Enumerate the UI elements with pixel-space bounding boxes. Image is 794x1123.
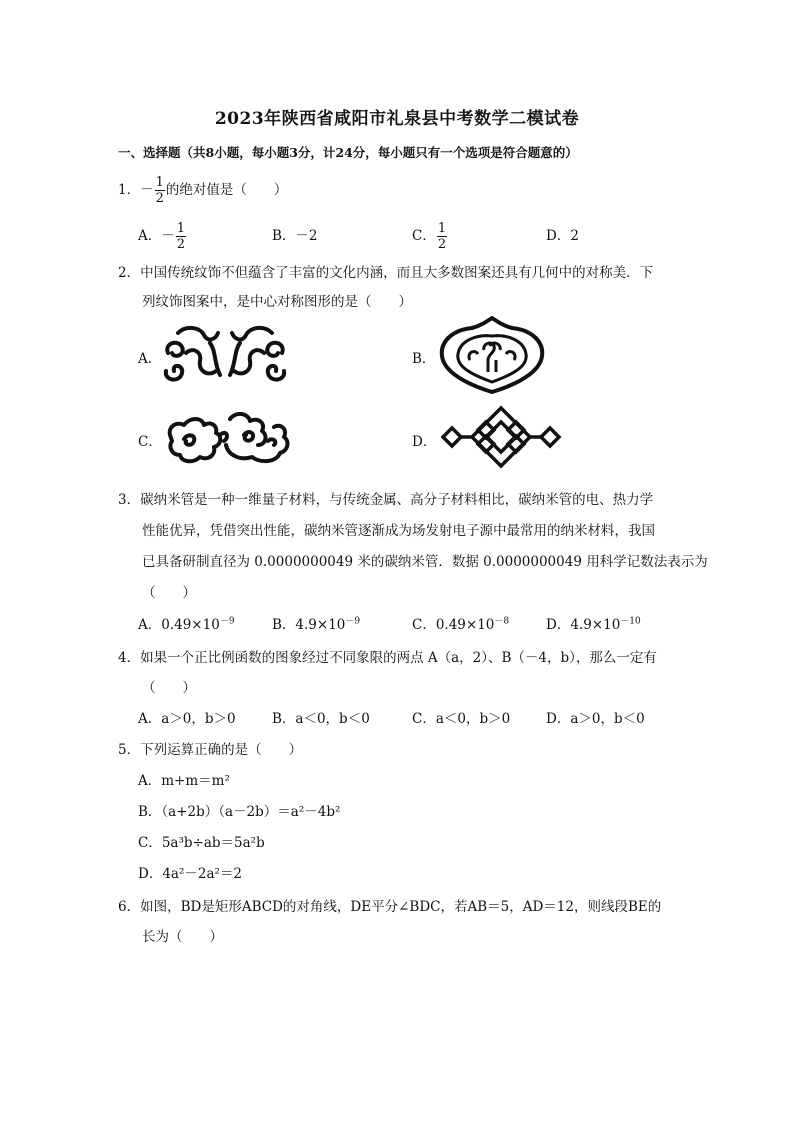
question-2-line-1: 2．中国传统纹饰不但蕴含了丰富的文化内涵，而且大多数图案还具有几何中的对称美．下 bbox=[118, 265, 654, 281]
question-3-option-c bbox=[412, 613, 509, 633]
fraction-denominator: 2 bbox=[155, 191, 164, 206]
section-header: 一、选择题（共8小题，每小题3分，计24分，每小题只有一个选项是符合题意的） bbox=[118, 145, 578, 160]
question-1-option-b: B．－2 bbox=[272, 228, 318, 244]
question-5-option-d: D．4a²－2a²＝2 bbox=[138, 866, 243, 882]
question-2-option-c-label: C． bbox=[138, 434, 162, 450]
question-5-option-a: A．m+m＝m² bbox=[138, 773, 230, 789]
fraction-numerator: 1 bbox=[155, 175, 164, 190]
question-2-line-2: 列纹饰图案中，是中心对称图形的是（ ） bbox=[142, 294, 412, 310]
question-number: 1． bbox=[118, 182, 141, 198]
question-5-option-c: C．5a³b÷ab＝5a²b bbox=[138, 835, 265, 851]
fraction-denominator: 2 bbox=[437, 237, 447, 252]
question-3-option-d bbox=[546, 613, 641, 633]
exponent: －9 bbox=[345, 616, 361, 627]
fraction bbox=[437, 222, 447, 251]
fraction bbox=[176, 222, 186, 251]
question-3-line-1: 3．碳纳米管是一种一维量子材料，与传统金属、高分子材料相比，碳纳米管的电、热力学 bbox=[118, 492, 654, 508]
question-4-line-2: （ ） bbox=[142, 680, 196, 696]
question-4-line-1: 4．如果一个正比例函数的图象经过不同象限的两点 A（a，2）、B（－4，b），那么一定有 bbox=[118, 650, 657, 666]
fraction-numerator: 1 bbox=[437, 221, 447, 236]
option-text: B．4.9×10 bbox=[272, 617, 346, 633]
question-1-option-a bbox=[138, 222, 187, 251]
question-2-option-a-label: A． bbox=[138, 351, 162, 367]
question-3-option-a bbox=[138, 613, 235, 633]
option-text: D．4.9×10 bbox=[546, 617, 621, 633]
option-label: A． bbox=[138, 228, 162, 244]
question-2-option-b-label: B． bbox=[412, 351, 436, 367]
question-4-option-c: C．a＜0，b＞0 bbox=[412, 711, 511, 727]
question-3-line-2: 性能优异，凭借突出性能，碳纳米管逐渐成为场发射电子源中最常用的纳米材料，我国 bbox=[142, 523, 655, 539]
question-3-option-b bbox=[272, 613, 360, 633]
option-label: C． bbox=[412, 228, 436, 244]
cloud-pattern-a-figure bbox=[160, 323, 290, 385]
minus-sign: － bbox=[161, 228, 175, 244]
fraction bbox=[155, 176, 165, 205]
question-6-line-1: 6．如图，BD是矩形ABCD的对角线，DE平分∠BDC，若AB＝5，AD＝12，则线段BE的 bbox=[118, 899, 662, 915]
exponent: －8 bbox=[494, 616, 510, 627]
fraction-denominator: 2 bbox=[176, 237, 186, 252]
exponent: －10 bbox=[620, 616, 641, 627]
question-1-option-c bbox=[412, 222, 448, 251]
minus-sign: － bbox=[140, 182, 154, 198]
question-2-option-d-label: D． bbox=[412, 434, 437, 450]
diamond-knot-pattern-figure bbox=[438, 404, 564, 470]
fraction-numerator: 1 bbox=[176, 221, 186, 236]
question-4-option-b: B．a＜0，b＜0 bbox=[272, 711, 370, 727]
question-5-stem: 5．下列运算正确的是（ ） bbox=[118, 742, 303, 758]
question-1-stem bbox=[118, 176, 287, 205]
question-4-option-d: D．a＞0，b＜0 bbox=[546, 711, 645, 727]
question-3-line-3: 已具备研制直径为 0.0000000049 米的碳纳米管．数据 0.0000000049 用科学记数法表示为 bbox=[142, 554, 708, 570]
swirl-cloud-pattern-figure bbox=[164, 405, 292, 469]
question-1-option-d: D．2 bbox=[546, 228, 579, 244]
ruyi-heart-pattern-figure bbox=[436, 314, 548, 394]
option-text: A．0.49×10 bbox=[138, 617, 220, 633]
question-4-option-a: A．a＞0，b＞0 bbox=[138, 711, 236, 727]
page-title: 2023年陕西省咸阳市礼泉县中考数学二模试卷 bbox=[214, 109, 580, 129]
question-text: 的绝对值是（ ） bbox=[165, 182, 288, 198]
question-3-line-4: （ ） bbox=[142, 585, 196, 601]
option-text: C．0.49×10 bbox=[412, 617, 495, 633]
question-6-line-2: 长为（ ） bbox=[142, 929, 223, 945]
question-5-option-b: B．（a+2b）（a－2b）＝a²－4b² bbox=[138, 804, 341, 820]
exponent: －9 bbox=[219, 616, 235, 627]
